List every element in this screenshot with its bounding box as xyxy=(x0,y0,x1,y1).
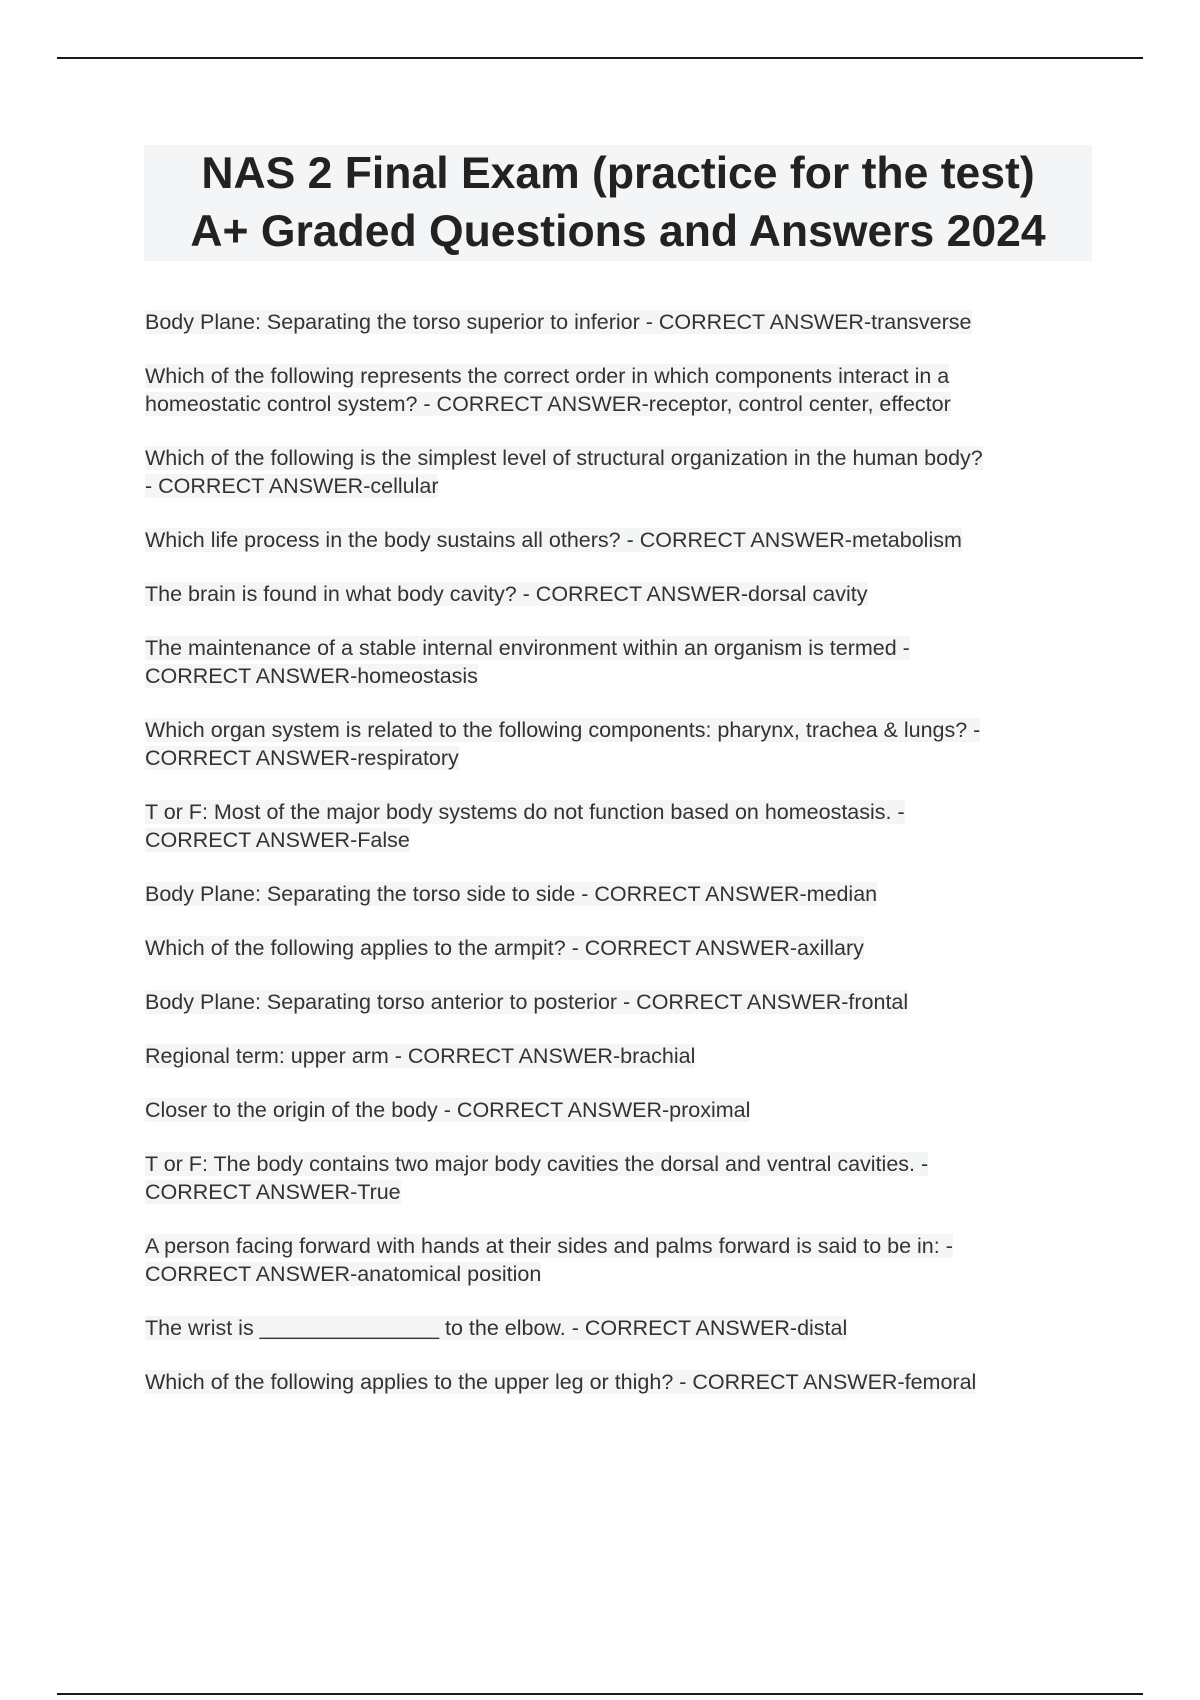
qa-line: CORRECT ANSWER-anatomical position xyxy=(145,1262,542,1286)
qa-item xyxy=(145,880,1095,908)
qa-line: CORRECT ANSWER-respiratory xyxy=(145,746,459,770)
qa-line: The brain is found in what body cavity? - CORRECT ANSWER-dorsal cavity xyxy=(145,582,868,606)
bottom-rule xyxy=(57,1693,1143,1695)
qa-item xyxy=(145,1096,1095,1124)
qa-line: CORRECT ANSWER-True xyxy=(145,1180,401,1204)
qa-line: Which of the following applies to the upper leg or thigh? - CORRECT ANSWER-femoral xyxy=(145,1370,977,1394)
qa-item xyxy=(145,1042,1095,1070)
qa-line: homeostatic control system? - CORRECT ANSWER-receptor, control center, effector xyxy=(145,392,951,416)
qa-line: Which of the following applies to the armpit? - CORRECT ANSWER-axillary xyxy=(145,936,864,960)
qa-line: The maintenance of a stable internal environment within an organism is termed - xyxy=(145,636,910,660)
qa-line: Which organ system is related to the following components: pharynx, trachea & lungs? - xyxy=(145,718,981,742)
qa-item xyxy=(145,1150,1095,1206)
qa-line: The wrist is _______________ to the elbow. - CORRECT ANSWER-distal xyxy=(145,1316,848,1340)
qa-line: A person facing forward with hands at their sides and palms forward is said to be in: - xyxy=(145,1234,953,1258)
qa-line: Regional term: upper arm - CORRECT ANSWER-brachial xyxy=(145,1044,696,1068)
qa-line: Which of the following is the simplest level of structural organization in the human body? xyxy=(145,446,983,470)
qa-line: Which life process in the body sustains all others? - CORRECT ANSWER-metabolism xyxy=(145,528,962,552)
qa-item xyxy=(145,526,1095,554)
qa-line: Body Plane: Separating the torso side to side - CORRECT ANSWER-median xyxy=(145,882,878,906)
document-title xyxy=(144,145,1092,261)
qa-item xyxy=(145,634,1095,690)
qa-line: - CORRECT ANSWER-cellular xyxy=(145,474,439,498)
qa-line: Body Plane: Separating the torso superior to inferior - CORRECT ANSWER-transverse xyxy=(145,310,972,334)
qa-item xyxy=(145,444,1095,500)
qa-item xyxy=(145,362,1095,418)
qa-item xyxy=(145,1368,1095,1396)
qa-list xyxy=(145,308,1095,1422)
qa-line: CORRECT ANSWER-homeostasis xyxy=(145,664,478,688)
title-line-1: NAS 2 Final Exam (practice for the test) xyxy=(201,149,1035,198)
qa-line: CORRECT ANSWER-False xyxy=(145,828,410,852)
title-line-2: A+ Graded Questions and Answers 2024 xyxy=(190,207,1046,256)
qa-item xyxy=(145,1314,1095,1342)
qa-item xyxy=(145,934,1095,962)
qa-line: T or F: Most of the major body systems do not function based on homeostasis. - xyxy=(145,800,905,824)
qa-line: T or F: The body contains two major body cavities the dorsal and ventral cavities. - xyxy=(145,1152,929,1176)
qa-item xyxy=(145,1232,1095,1288)
qa-item xyxy=(145,308,1095,336)
qa-item xyxy=(145,716,1095,772)
qa-item xyxy=(145,988,1095,1016)
qa-line: Closer to the origin of the body - CORRECT ANSWER-proximal xyxy=(145,1098,751,1122)
qa-line: Which of the following represents the correct order in which components interact in a xyxy=(145,364,950,388)
qa-item xyxy=(145,798,1095,854)
qa-item xyxy=(145,580,1095,608)
top-rule xyxy=(57,57,1143,59)
qa-line: Body Plane: Separating torso anterior to posterior - CORRECT ANSWER-frontal xyxy=(145,990,909,1014)
